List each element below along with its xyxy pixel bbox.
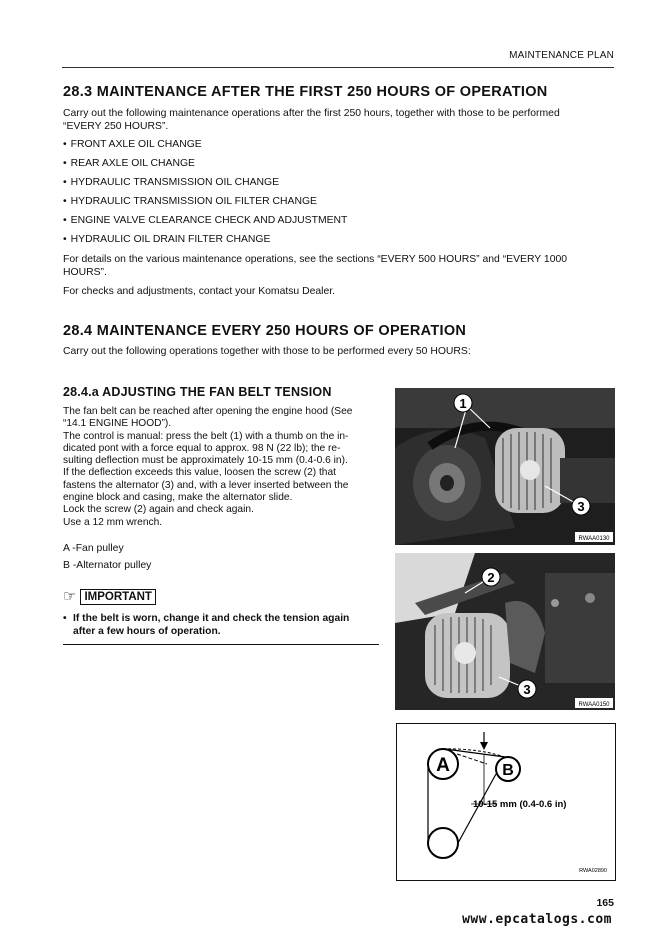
- section-284-title: 28.4 MAINTENANCE EVERY 250 HOURS OF OPERATION: [63, 323, 467, 339]
- pointing-hand-icon: ☞: [63, 588, 77, 605]
- belt-deflection-diagram: [396, 723, 616, 881]
- important-label: IMPORTANT: [80, 589, 156, 605]
- photo1-code: RWAA0130: [578, 536, 610, 542]
- list-item: • HYDRAULIC TRANSMISSION OIL CHANGE: [63, 177, 347, 196]
- important-heading: [63, 589, 156, 605]
- bullet-icon: •: [63, 613, 67, 624]
- body-line: If the deflection exceeds this value, loosen the screw (2) that: [63, 467, 336, 479]
- section-283-list: [63, 139, 347, 253]
- section-283-dealer-note: For checks and adjustments, contact your Komatsu Dealer.: [63, 286, 336, 297]
- label-a: A: [436, 755, 450, 776]
- list-item: • ENGINE VALVE CLEARANCE CHECK AND ADJUSTMENT: [63, 215, 347, 234]
- list-item: • HYDRAULIC OIL DRAIN FILTER CHANGE: [63, 234, 347, 253]
- body-line: sulting deflection must be approximately 10-15 mm (0.4-0.6 in).: [63, 455, 348, 467]
- body-line: fastens the alternator (3) and, with a lever inserted between the: [63, 479, 349, 491]
- section-284a-title: 28.4.a ADJUSTING THE FAN BELT TENSION: [63, 385, 332, 399]
- important-rule: [63, 644, 379, 645]
- running-header: MAINTENANCE PLAN: [509, 50, 614, 61]
- photo2-callout-3: 3: [523, 682, 531, 697]
- deflection-measure: 10-15 mm (0.4-0.6 in): [473, 799, 567, 810]
- section-283-details-line1: For details on the various maintenance operations, see the sections “EVERY 500 HOURS” and “EVERY 1000: [63, 254, 568, 265]
- photo1-callout-1: 1: [459, 396, 467, 411]
- legend-fan-pulley: A -Fan pulley: [63, 543, 124, 554]
- body-line: “14.1 ENGINE HOOD”).: [63, 418, 172, 430]
- important-line1: If the belt is worn, change it and check the tension again: [73, 613, 350, 624]
- section-283-intro-line1: Carry out the following maintenance operations after the first 250 hours, together with those to be performed: [63, 108, 560, 119]
- important-note: [63, 613, 381, 638]
- list-item: • REAR AXLE OIL CHANGE: [63, 158, 347, 177]
- section-283-details: [63, 254, 615, 279]
- list-item: • HYDRAULIC TRANSMISSION OIL FILTER CHANGE: [63, 196, 347, 215]
- photo-alternator-screw: [395, 553, 615, 710]
- body-line: dicated pont with a force equal to approx. 98 N (22 lb); the re-: [63, 442, 341, 454]
- photo2-callout-2: 2: [487, 570, 495, 585]
- section-283-details-line2: HOURS”.: [63, 266, 107, 278]
- important-line2: after a few hours of operation.: [73, 625, 221, 637]
- body-line: The fan belt can be reached after opening the engine hood (See: [63, 406, 353, 417]
- section-283-intro-line2: “EVERY 250 HOURS”.: [63, 120, 169, 132]
- section-283-intro: [63, 108, 615, 133]
- section-284-intro: Carry out the following operations together with those to be performed every 50 HOURS:: [63, 346, 471, 357]
- section-284a-body: [63, 406, 379, 529]
- photo-fan-belt: [395, 388, 615, 545]
- page-number: 165: [596, 897, 614, 909]
- body-line: Use a 12 mm wrench.: [63, 516, 163, 528]
- label-b: B: [502, 762, 514, 779]
- section-283-title: 28.3 MAINTENANCE AFTER THE FIRST 250 HOURS OF OPERATION: [63, 84, 548, 100]
- body-line: The control is manual: press the belt (1) with a thumb on the in-: [63, 430, 349, 442]
- diagram-code: RWA02890: [579, 868, 607, 874]
- photo2-code: RWAA0150: [578, 702, 610, 708]
- list-item: • FRONT AXLE OIL CHANGE: [63, 139, 347, 158]
- watermark: www.epcatalogs.com: [462, 912, 612, 927]
- photo1-callout-3: 3: [577, 499, 585, 514]
- header-rule: [62, 67, 614, 68]
- legend-alternator-pulley: B -Alternator pulley: [63, 560, 152, 571]
- body-line: Lock the screw (2) again and check again.: [63, 504, 254, 516]
- body-line: engine block and casing, make the alternator slide.: [63, 492, 293, 504]
